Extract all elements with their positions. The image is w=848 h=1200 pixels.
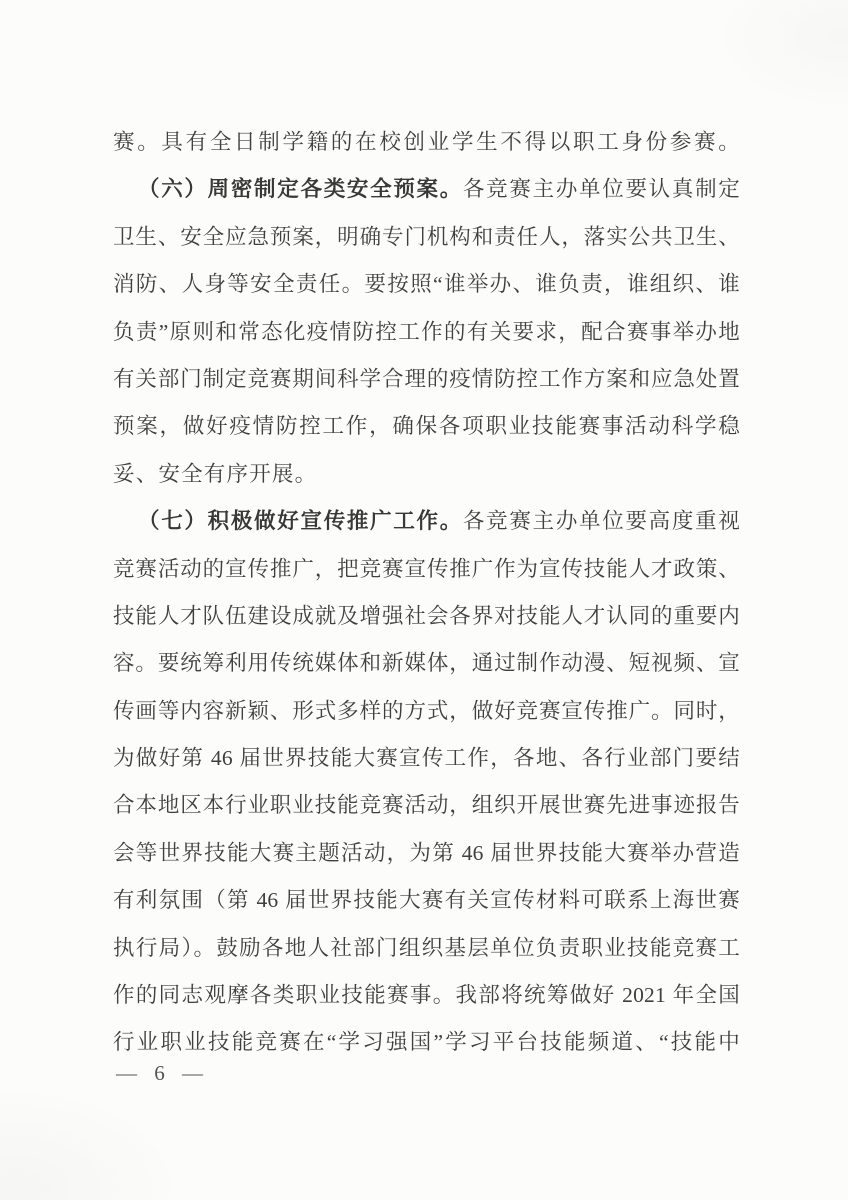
document-line <box>113 830 740 877</box>
document-line <box>113 688 740 735</box>
section-heading: （七）积极做好宣传推广工作。 <box>138 509 463 534</box>
body-text: 传画等内容新颖、形式多样的方式，做好竞赛宣传推广。同时， <box>113 698 740 723</box>
document-line <box>113 356 740 403</box>
document-line <box>113 214 740 261</box>
body-text: 各竞赛主办单位要高度重视 <box>462 509 740 534</box>
body-text: 赛。具有全日制学籍的在校创业学生不得以职工身份参赛。 <box>113 130 740 154</box>
document-line <box>113 593 740 640</box>
body-text: 容。要统筹利用传统媒体和新媒体，通过制作动漫、短视频、宣 <box>113 651 740 676</box>
body-text: 有利氛围（第 46 届世界技能大赛有关宣传材料可联系上海世赛 <box>113 888 740 913</box>
document-line <box>113 451 740 498</box>
body-text: 卫生、安全应急预案，明确专门机构和责任人，落实公共卫生、 <box>113 224 740 249</box>
document-line <box>113 782 740 829</box>
body-text: 各竞赛主办单位要认真制定 <box>462 177 740 202</box>
body-text: 作的同志观摩各类职业技能赛事。我部将统筹做好 2021 年全国 <box>113 983 740 1008</box>
document-line <box>113 640 740 687</box>
body-text: 行业职业技能竞赛在“学习强国”学习平台技能频道、“技能中 <box>113 1030 740 1055</box>
document-line <box>113 498 740 545</box>
body-text: 预案，做好疫情防控工作，确保各项职业技能赛事活动科学稳 <box>113 414 740 439</box>
body-text: 负责”原则和常态化疫情防控工作的有关要求，配合赛事举办地 <box>113 319 740 344</box>
document-line <box>113 546 740 593</box>
document-line <box>113 925 740 972</box>
document-line <box>113 735 740 782</box>
document-line <box>113 403 740 450</box>
document-body <box>113 119 740 1067</box>
document-line <box>113 166 740 213</box>
page-number: — 6 — <box>116 1061 209 1085</box>
document-line <box>113 119 740 166</box>
body-text: 执行局）。鼓励各地人社部门组织基层单位负责职业技能竞赛工 <box>113 935 740 960</box>
document-line <box>113 261 740 308</box>
body-text: 妥、安全有序开展。 <box>113 461 318 486</box>
body-text: 消防、人身等安全责任。要按照“谁举办、谁负责，谁组织、谁 <box>113 272 740 297</box>
document-line <box>113 309 740 356</box>
body-text: 技能人才队伍建设成就及增强社会各界对技能人才认同的重要内 <box>113 603 740 628</box>
body-text: 为做好第 46 届世界技能大赛宣传工作，各地、各行业部门要结 <box>113 746 740 771</box>
body-text: 合本地区本行业职业技能竞赛活动，组织开展世赛先进事迹报告 <box>113 793 740 818</box>
body-text: 竞赛活动的宣传推广，把竞赛宣传推广作为宣传技能人才政策、 <box>113 556 740 581</box>
document-line <box>113 972 740 1019</box>
document-line <box>113 877 740 924</box>
section-heading: （六）周密制定各类安全预案。 <box>138 177 463 202</box>
body-text: 有关部门制定竞赛期间科学合理的疫情防控工作方案和应急处置 <box>113 366 740 391</box>
body-text: 会等世界技能大赛主题活动，为第 46 届世界技能大赛举办营造 <box>113 840 740 865</box>
